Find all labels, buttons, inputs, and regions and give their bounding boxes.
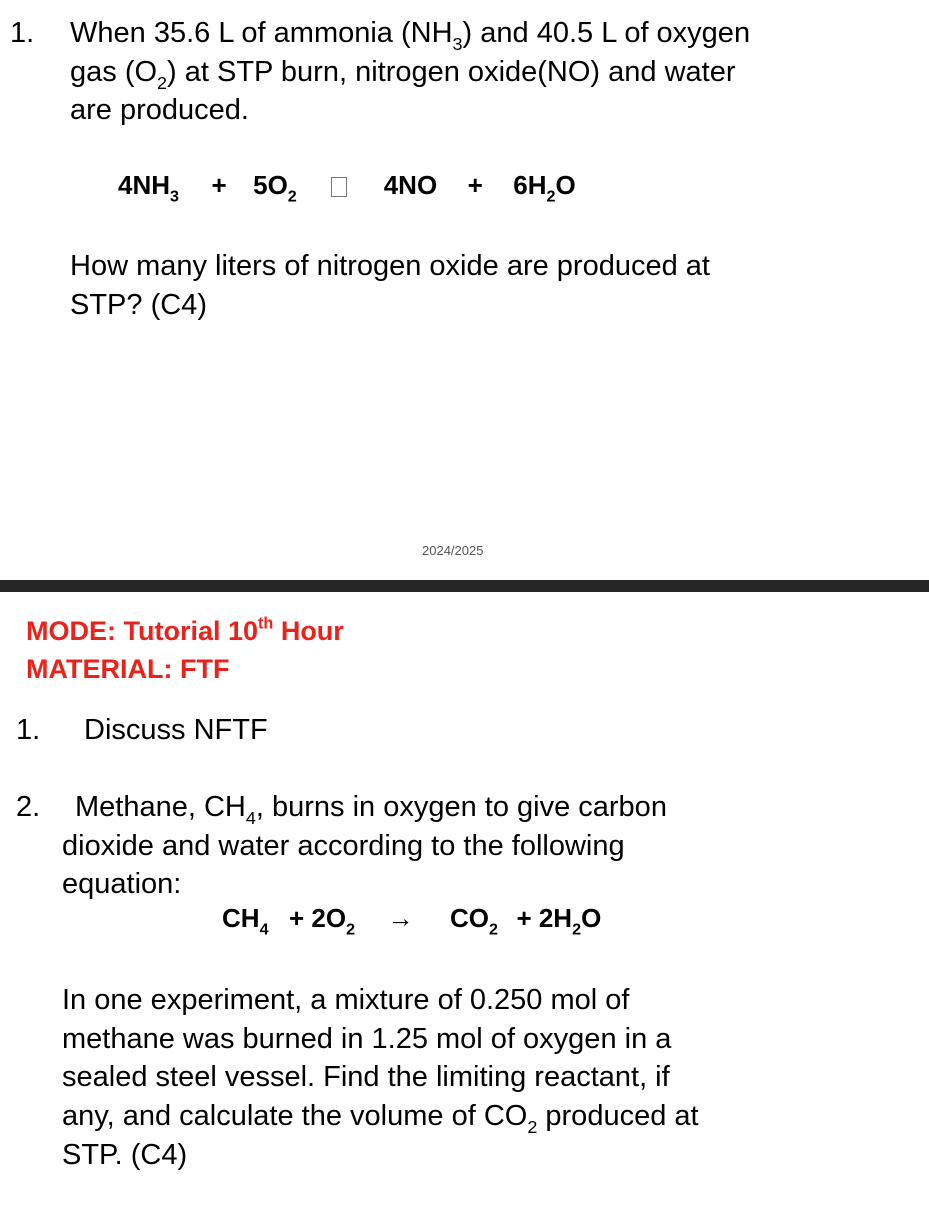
material-heading: MATERIAL: FTF — [26, 654, 230, 684]
item-2-line-1: Methane, $CH_4$, burns in oxygen to give carbon — [75, 791, 667, 829]
slide-footer-year: 2024/2025 — [422, 543, 484, 558]
paragraph-line-4: any, and calculate the volume of $CO_2$ produced at — [62, 1100, 699, 1138]
paragraph-line-3: sealed steel vessel. Find the limiting reactant, if — [62, 1061, 670, 1093]
reaction-arrow-icon: → — [387, 903, 414, 933]
equation-1: $4NH_3 + 5O_2$ $4NO + 6H_2O$ — [118, 170, 576, 206]
question-line-1: When 35.6 L of ammonia $(NH_3)$ and 40.5 L of oxygen — [70, 17, 751, 55]
item-1-number: 1. — [16, 714, 41, 746]
missing-arrow-glyph-icon — [331, 177, 347, 197]
item-2-number: 2. — [16, 791, 41, 823]
item-2-line-2: dioxide and water according to the following — [62, 830, 625, 862]
question-number: 1. — [10, 17, 35, 49]
mode-heading: MODE: Tutorial 10th Hour — [26, 614, 344, 646]
question-prompt-line-1: How many liters of nitrogen oxide are produced at — [70, 250, 710, 282]
paragraph-line-5: STP. (C4) — [62, 1139, 188, 1171]
question-prompt-line-2: STP? (C4) — [70, 289, 207, 321]
equation-2: $CH_4 + 2O_2 \to CO_2 + 2H_2O$ — [222, 903, 602, 939]
item-2-line-3: equation: — [62, 868, 182, 900]
question-line-3: are produced. — [70, 94, 249, 126]
paragraph-line-1: In one experiment, a mixture of 0.250 mol of — [62, 984, 630, 1016]
question-line-2: gas $(O_2)$ at STP burn, nitrogen oxide(NO) and water — [70, 56, 736, 94]
item-1-text: Discuss NFTF — [84, 714, 268, 746]
paragraph-line-2: methane was burned in 1.25 mol of oxygen in a — [62, 1023, 672, 1055]
slide-divider — [0, 580, 929, 592]
